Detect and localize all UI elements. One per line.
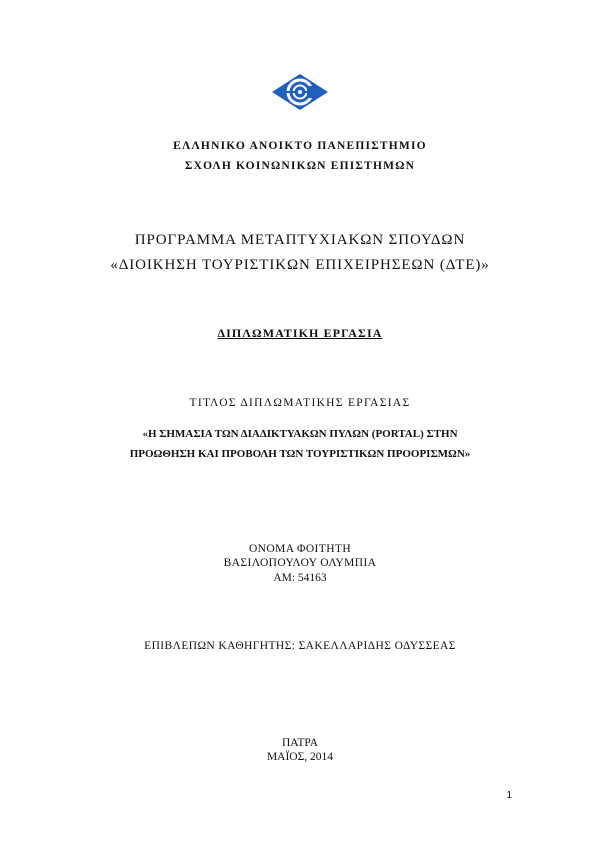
- city: ΠΑΤΡΑ: [281, 737, 319, 749]
- thesis-title-line-1: «Η ΣΗΜΑΣΙΑ ΤΩΝ ΔΙΑΔΙΚΤΥΑΚΩΝ ΠΥΛΩΝ (PORTAL) ΣΤΗΝ: [142, 428, 458, 440]
- student-id: ΑΜ: 54163: [273, 572, 327, 584]
- school-name: ΣΧΟΛΗ ΚΟΙΝΩΝΙΚΩΝ ΕΠΙΣΤΗΜΩΝ: [184, 160, 416, 172]
- student-label: ΟΝΟΜΑ ΦΟΙΤΗΤΗ: [248, 543, 352, 555]
- university-name: ΕΛΛΗΝΙΚΟ ΑΝΟΙΚΤΟ ΠΑΝΕΠΙΣΤΗΜΙΟ: [173, 140, 427, 152]
- thesis-type-text: ΔΙΠΛΩΜΑΤΙΚΗ ΕΡΓΑΣΙΑ: [217, 326, 383, 340]
- date: ΜΑΪΟΣ, 2014: [266, 751, 334, 763]
- program-label: ΠΡΟΓΡΑΜΜΑ ΜΕΤΑΠΤΥΧΙΑΚΩΝ ΣΠΟΥΔΩΝ: [134, 232, 466, 248]
- thesis-title-label: ΤΙΤΛΟΣ ΔΙΠΛΩΜΑΤΙΚΗΣ ΕΡΓΑΣΙΑΣ: [189, 397, 411, 409]
- supervisor: ΕΠΙΒΛΕΠΩΝ ΚΑΘΗΓΗΤΗΣ: ΣΑΚΕΛΛΑΡΙΔΗΣ ΟΔΥΣΣΕΑΣ: [144, 640, 456, 652]
- student-name: ΒΑΣΙΛΟΠΟΥΛΟΥ ΟΛΥΜΠΙΑ: [223, 557, 377, 569]
- thesis-title-line-2: ΠΡΟΩΘΗΣΗ ΚΑΙ ΠΡΟΒΟΛΗ ΤΩΝ ΤΟΥΡΙΣΤΙΚΩΝ ΠΡΟΟΡΙΣΜΩΝ»: [129, 448, 471, 460]
- thesis-type-heading: [0, 327, 600, 339]
- program-name: «ΔΙΟΙΚΗΣΗ ΤΟΥΡΙΣΤΙΚΩΝ ΕΠΙΧΕΙΡΗΣΕΩΝ (ΔΤΕ)»: [110, 257, 490, 273]
- university-emblem-icon: [270, 72, 330, 112]
- page-number: 1: [506, 790, 512, 801]
